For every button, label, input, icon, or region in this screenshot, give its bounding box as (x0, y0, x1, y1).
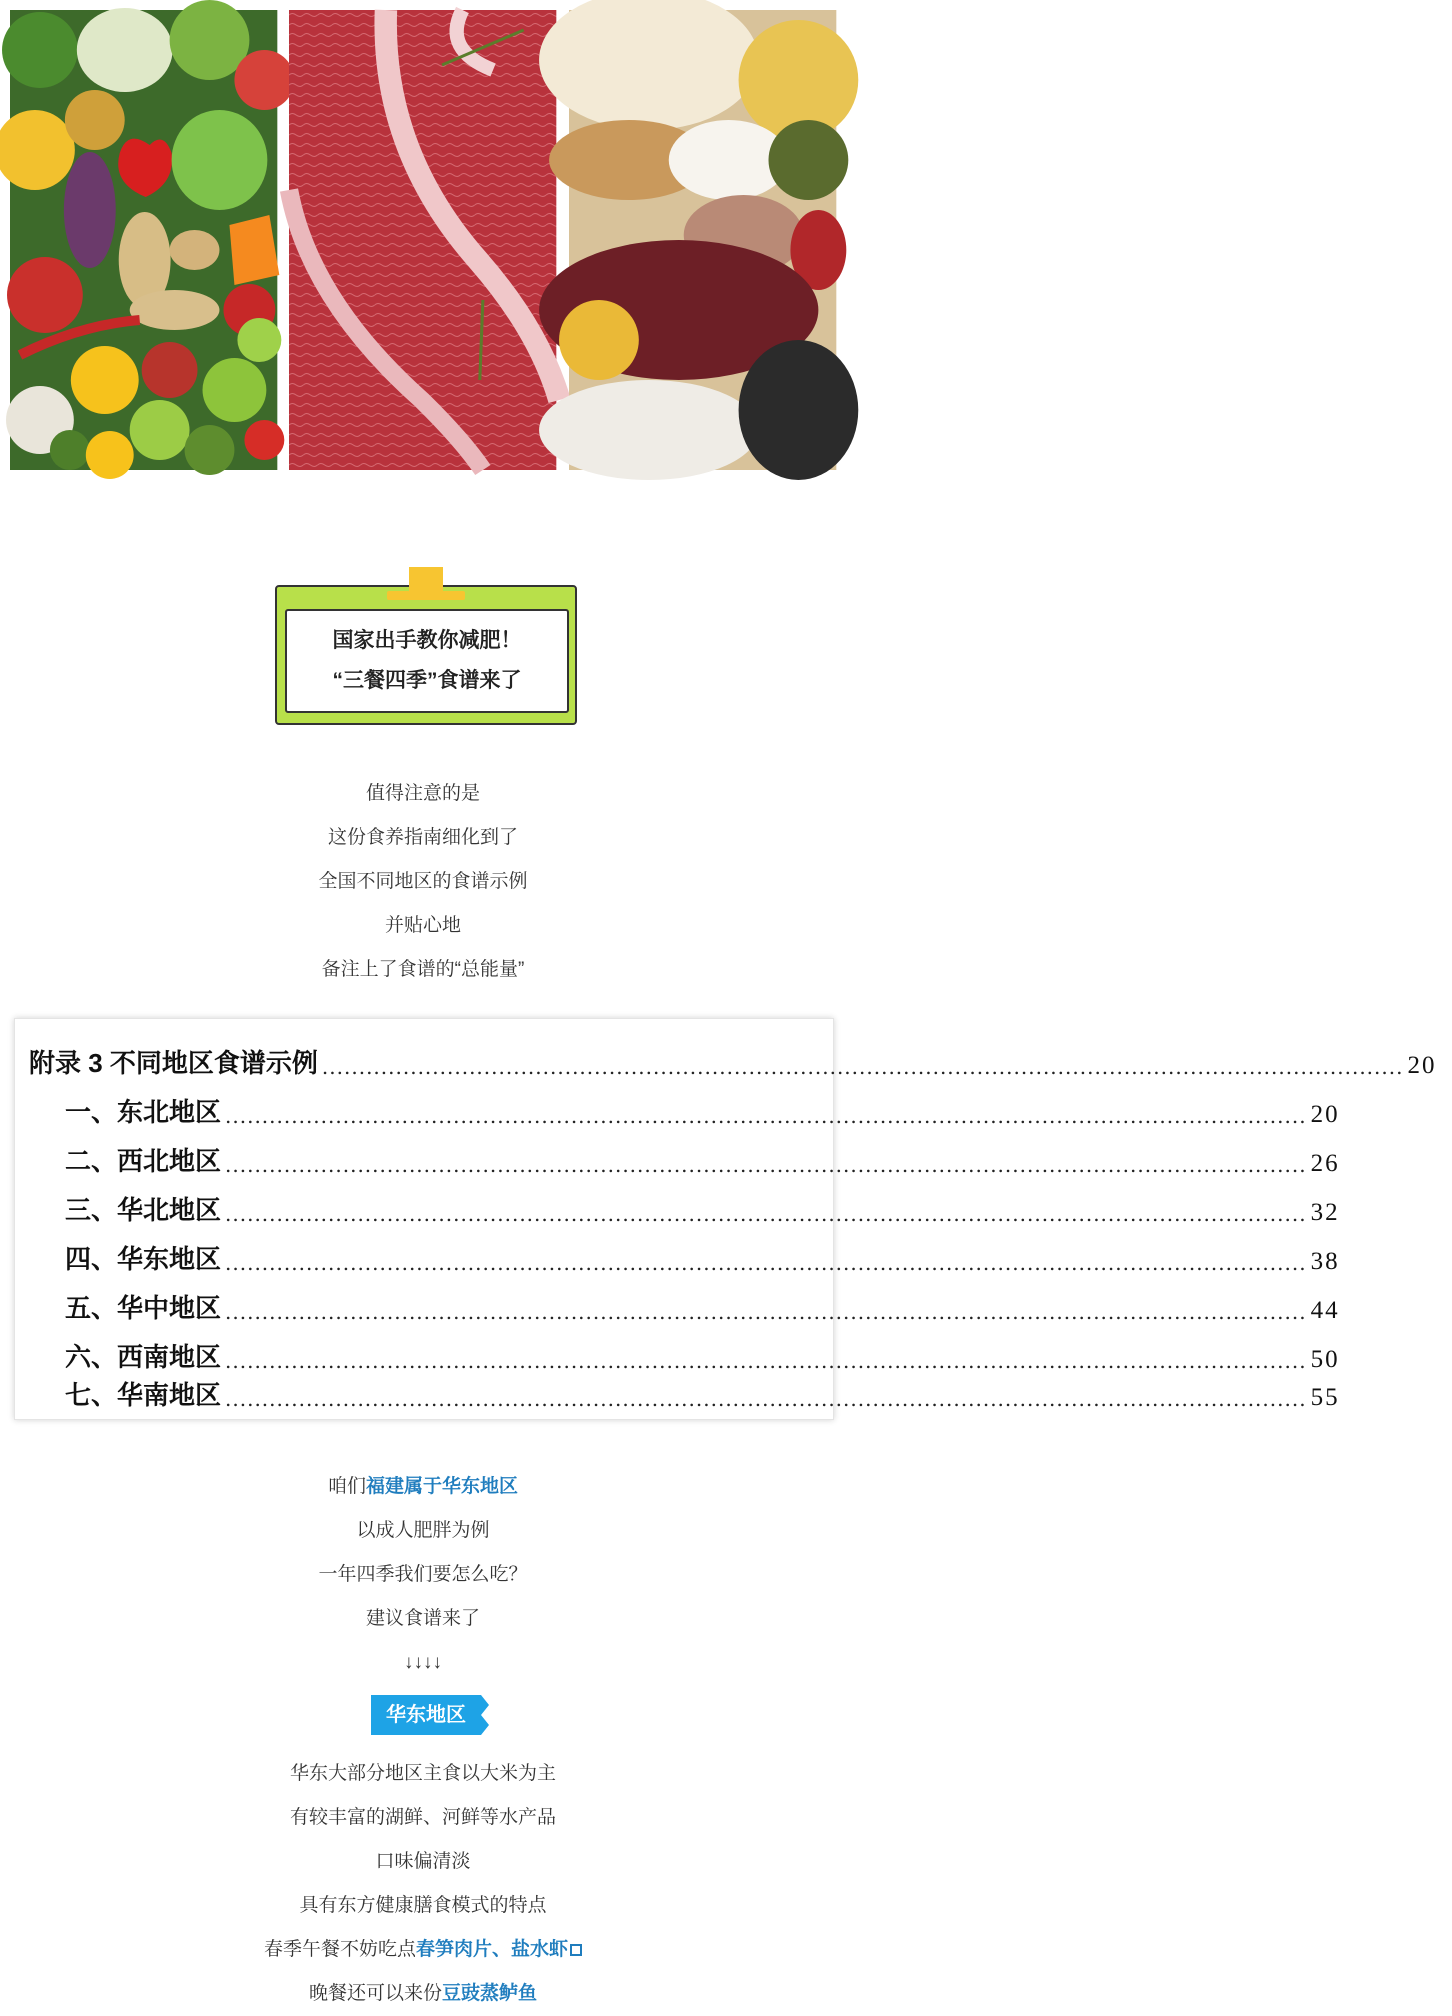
toc-item (65, 1227, 1340, 1276)
toc-item-label: 六、西南地区 (65, 1342, 222, 1372)
toc-item-page: 20 (1310, 1101, 1340, 1128)
region-tag-notch (481, 1715, 489, 1735)
toc-leader-dots: ................................................................................................................................................... (225, 1104, 1307, 1128)
east-china-line: 华东大部分地区主食以大米为主 (289, 1763, 556, 1784)
east-china-line: 具有东方健康膳食模式的特点 (299, 1895, 547, 1916)
spring-prefix: 春季午餐不妨吃点 (263, 1939, 416, 1960)
toc-item-label: 四、华东地区 (65, 1244, 222, 1274)
toc-item (65, 1080, 1340, 1129)
photo-strip (10, 10, 836, 470)
fujian-highlight: 福建属于华东地区 (366, 1476, 519, 1497)
dinner-prefix: 晚餐还可以来份 (308, 1983, 442, 2004)
fujian-line: 建议食谱来了 (365, 1608, 480, 1629)
inline-box-mark (570, 1944, 582, 1956)
toc-item-label: 三、华北地区 (65, 1195, 222, 1225)
toc-item-page: 44 (1310, 1297, 1340, 1324)
intro-line: 这份食养指南细化到了 (327, 827, 518, 848)
title-line-1: 国家出手教你减肥！ (332, 629, 522, 652)
region-tag (371, 1695, 481, 1735)
toc-heading-row (29, 1031, 1437, 1080)
region-tag-label: 华东地区 (386, 1704, 466, 1726)
toc-leader-dots: ................................................................................................................................................... (225, 1202, 1307, 1226)
east-china-line: 有较丰富的湖鲜、河鲜等水产品 (289, 1807, 556, 1828)
table-of-contents-image (14, 1018, 1437, 1420)
toc-leader-dots: ................................................................................................................................................... (225, 1387, 1307, 1411)
fujian-intro-line (0, 1465, 846, 1509)
title-card-clip (409, 567, 443, 595)
toc-item (65, 1178, 1340, 1227)
intro-line: 全国不同地区的食谱示例 (318, 871, 528, 892)
intro-line: 备注上了食谱的“总能量” (321, 959, 525, 980)
toc-item (65, 1129, 1340, 1178)
toc-item (65, 1276, 1340, 1325)
intro-paragraph (0, 772, 846, 992)
down-arrows: ↓↓↓↓ (404, 1652, 442, 1673)
spring-highlight: 春笋肉片、盐水虾 (416, 1939, 569, 1960)
grains-beans-photo (569, 10, 836, 470)
fujian-paragraph (0, 1465, 846, 1685)
fujian-line: 以成人肥胖为例 (356, 1520, 490, 1541)
title-card-inner (285, 609, 569, 713)
toc-item-label: 一、东北地区 (65, 1097, 222, 1127)
intro-line: 并贴心地 (384, 915, 461, 936)
toc-item-label: 七、华南地区 (65, 1380, 222, 1410)
toc-leader-dots: ................................................................................................................................................... (225, 1300, 1307, 1324)
dinner-highlight: 豆豉蒸鲈鱼 (442, 1983, 538, 2004)
vegetables-photo (10, 10, 277, 470)
title-card (275, 585, 577, 725)
intro-line: 值得注意的是 (365, 783, 480, 804)
toc-leader-dots: ................................................................................................................................................... (225, 1153, 1307, 1177)
toc-heading-page: 20 (1407, 1052, 1437, 1079)
toc-item (65, 1363, 1340, 1412)
east-china-line: 口味偏清淡 (375, 1851, 471, 1872)
toc-leader-dots: ................................................................................................................................................... (225, 1349, 1307, 1373)
toc-item-page: 26 (1310, 1150, 1340, 1177)
toc-item-page: 32 (1310, 1199, 1340, 1226)
toc-item-page: 38 (1310, 1248, 1340, 1275)
toc-item-page: 50 (1310, 1346, 1340, 1373)
title-card-frame (275, 585, 577, 725)
toc-heading-label: 附录 3 不同地区食谱示例 (29, 1048, 318, 1078)
title-line-2: “三餐四季”食谱来了 (332, 669, 522, 692)
toc-leader-dots: ................................................................................................................................................... (321, 1055, 1404, 1079)
east-china-paragraph (0, 1752, 846, 2016)
fujian-line: 一年四季我们要怎么吃？ (318, 1564, 528, 1585)
raw-beef-photo (289, 10, 556, 470)
toc-item-page: 55 (1310, 1384, 1340, 1411)
toc-item-label: 五、华中地区 (65, 1293, 222, 1323)
toc-item-label: 二、西北地区 (65, 1146, 222, 1176)
toc-leader-dots: ................................................................................................................................................... (225, 1251, 1307, 1275)
dinner-line (0, 1972, 846, 2016)
spring-lunch-line (0, 1928, 846, 1972)
fujian-prefix: 咱们 (327, 1476, 366, 1497)
